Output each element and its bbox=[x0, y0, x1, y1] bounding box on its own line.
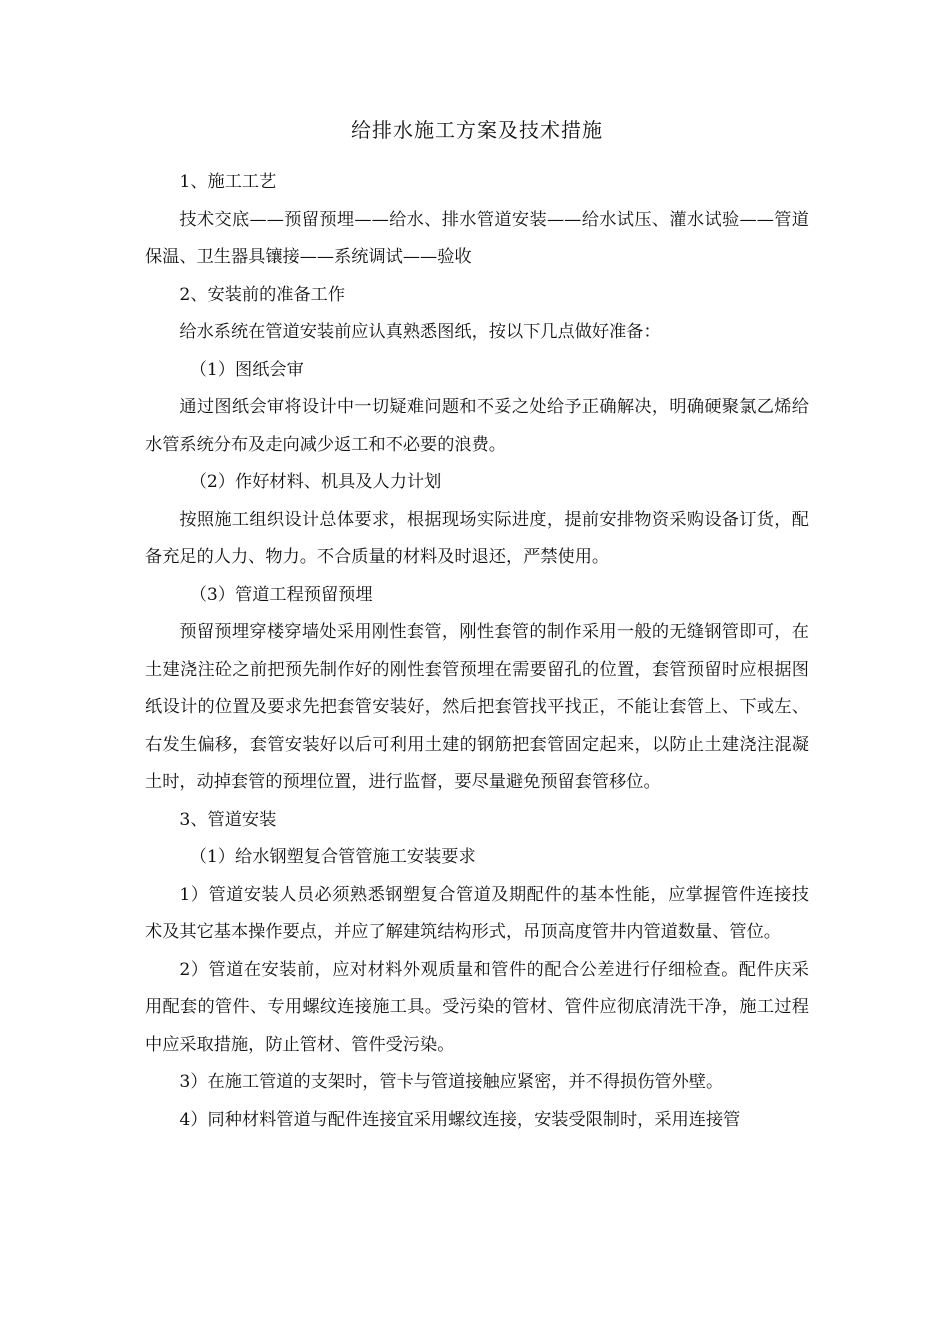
document-body bbox=[145, 164, 809, 1139]
section-heading: 3、管道安装 bbox=[179, 809, 277, 830]
paragraph: 技术交底——预留预埋——给水、排水管道安装——给水试压、灌水试验——管道保温、卫生器具镶接——系统调试——验收 bbox=[145, 209, 809, 267]
list-item: 3）在施工管道的支架时，管卡与管道接触应紧密，并不得损伤管外壁。 bbox=[179, 1072, 724, 1092]
paragraph: 给水系统在管道安装前应认真熟悉图纸，按以下几点做好准备： bbox=[179, 322, 661, 342]
section-heading: 1、施工工艺 bbox=[179, 172, 277, 192]
list-item: 2）管道在安装前，应对材料外观质量和管件的配合公差进行仔细检查。配件庆采用配套的管件、专用螺纹连接施工具。受污染的管材、管件应彻底清洗干净，施工过程中应采取措施，防止管材、管件受污染。 bbox=[145, 959, 809, 1055]
subsection-heading: （2）作好材料、机具及人力计划 bbox=[189, 472, 442, 492]
paragraph: 按照施工组织设计总体要求，根据现场实际进度，提前安排物资采购设备订货，配备充足的人力、物力。不合质量的材料及时退还，严禁使用。 bbox=[145, 509, 809, 567]
subsection-heading: （3）管道工程预留预埋 bbox=[189, 584, 373, 605]
document-page bbox=[145, 116, 809, 1139]
list-item: 1）管道安装人员必须熟悉钢塑复合管道及期配件的基本性能，应掌握管件连接技术及其它基本操作要点，并应了解建筑结构形式，吊顶高度管井内管道数量、管位。 bbox=[145, 884, 809, 942]
subsection-heading: （1）图纸会审 bbox=[189, 359, 304, 380]
paragraph: 通过图纸会审将设计中一切疑难问题和不妥之处给予正确解决，明确硬聚氯乙烯给水管系统分布及走向减少返工和不必要的浪费。 bbox=[145, 397, 809, 455]
subsection-heading: （1）给水钢塑复合管管施工安装要求 bbox=[189, 847, 476, 867]
list-item: 4）同种材料管道与配件连接宜采用螺纹连接，安装受限制时，采用连接管 bbox=[179, 1109, 741, 1130]
paragraph: 预留预埋穿楼穿墙处采用刚性套管，刚性套管的制作采用一般的无缝钢管即可，在土建浇注砼之前把预先制作好的刚性套管预埋在需要留孔的位置，套管预留时应根据图纸设计的位置及要求先把套管安装好，然后把套管找平找正，不能让套管上、下或左、右发生偏移，套管安装好以后可利用土建的钢筋把套管固定起来，以防止土建浇注混凝土时，动掉套管的预埋位置，进行监督，要尽量避免预留套管移位。 bbox=[145, 622, 809, 792]
document-title: 给排水施工方案及技术措施 bbox=[351, 118, 603, 142]
section-heading: 2、安装前的准备工作 bbox=[179, 284, 346, 305]
